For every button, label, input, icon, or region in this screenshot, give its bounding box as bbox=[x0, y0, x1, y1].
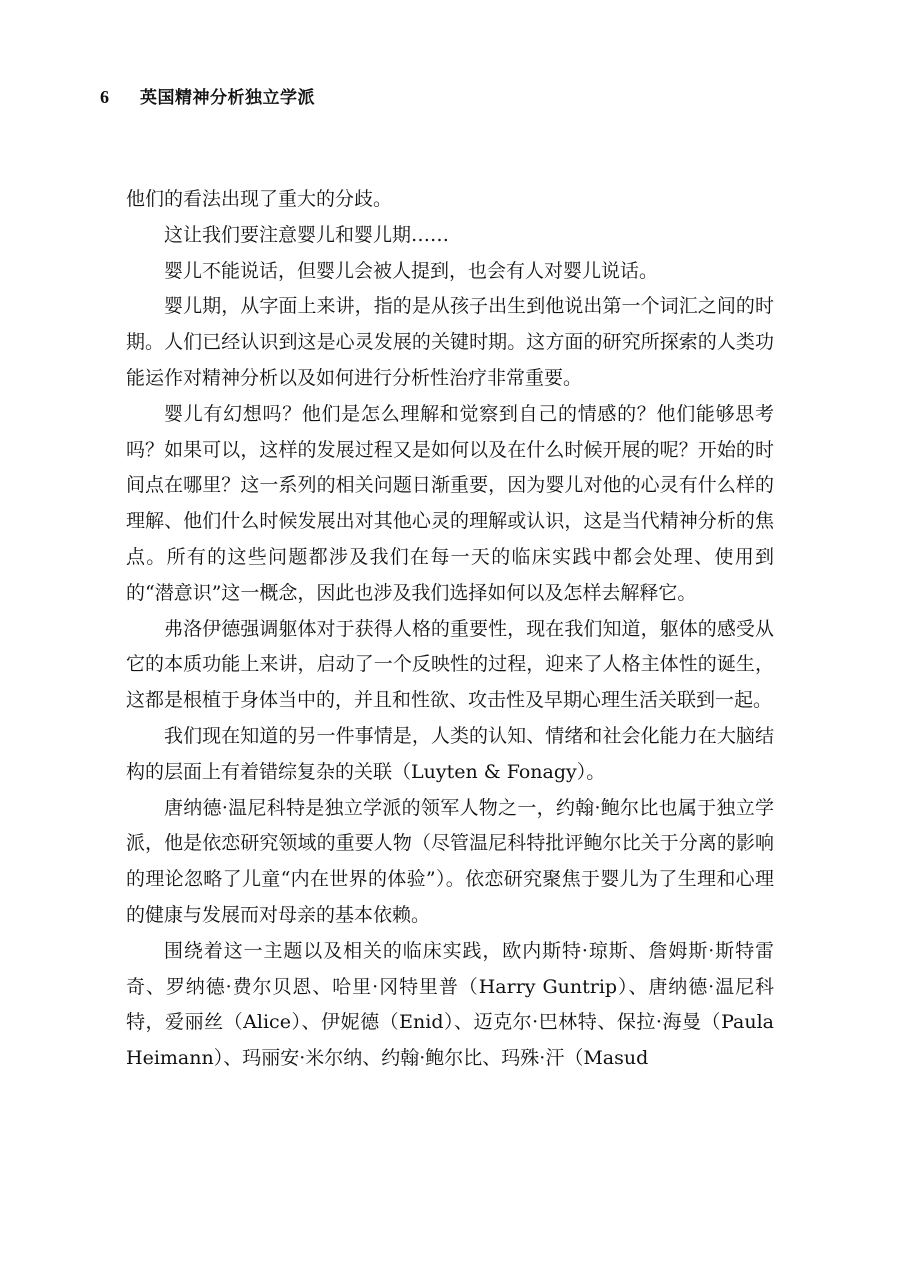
body-text bbox=[126, 182, 774, 1077]
paragraph: 婴儿期，从字面上来讲，指的是从孩子出生到他说出第一个词汇之间的时期。人们已经认识到这是心灵发展的关键时期。这方面的研究所探索的人类功能运作对精神分析以及如何进行分析性治疗非常重要。 bbox=[126, 295, 774, 389]
running-head bbox=[100, 84, 315, 110]
paragraph: 弗洛伊德强调躯体对于获得人格的重要性，现在我们知道，躯体的感受从它的本质功能上来讲，启动了一个反映性的过程，迎来了人格主体性的诞生，这都是根植于身体当中的，并且和性欲、攻击性及早期心理生活关联到一起。 bbox=[126, 617, 774, 712]
running-head-title: 英国精神分析独立学派 bbox=[140, 88, 315, 108]
paragraph: 这让我们要注意婴儿和婴儿期…… bbox=[164, 223, 450, 246]
paragraph: 唐纳德·温尼科特是独立学派的领军人物之一，约翰·鲍尔比也属于独立学派，他是依恋研究领域的重要人物（尽管温尼科特批评鲍尔比关于分离的影响的理论忽略了儿童“内在世界的体验”）。依恋研究聚焦于婴儿为了生理和心理的健康与发展而对母亲的基本依赖。 bbox=[126, 796, 774, 926]
page-number: 6 bbox=[100, 87, 109, 107]
paragraph: 围绕着这一主题以及相关的临床实践，欧内斯特·琼斯、詹姆斯·斯特雷奇、罗纳德·费尔贝恩、哈里·冈特里普（Harry Guntrip）、唐纳德·温尼科特，爱丽丝（Alice）、伊妮德（Enid）、迈克尔·巴林特、保拉·海曼（Paula Heimann）、玛丽安·米尔纳、约翰·鲍尔比、玛殊·汗（Masud bbox=[126, 939, 774, 1070]
paragraph-continued: 他们的看法出现了重大的分歧。 bbox=[126, 188, 393, 210]
paragraph: 我们现在知道的另一件事情是，人类的认知、情绪和社会化能力在大脑结构的层面上有着错综复杂的关联（Luyten & Fonagy）。 bbox=[126, 724, 774, 783]
paragraph: 婴儿不能说话，但婴儿会被人提到，也会有人对婴儿说话。 bbox=[164, 259, 659, 282]
paragraph: 婴儿有幻想吗？他们是怎么理解和觉察到自己的情感的？他们能够思考吗？如果可以，这样的发展过程又是如何以及在什么时候开展的呢？开始的时间点在哪里？这一系列的相关问题日渐重要，因为婴儿对他的心灵有什么样的理解、他们什么时候发展出对其他心灵的理解或认识，这是当代精神分析的焦点。所有的这些问题都涉及我们在每一天的临床实践中都会处理、使用到的“潜意识”这一概念，因此也涉及我们选择如何以及怎样去解释它。 bbox=[126, 402, 774, 604]
